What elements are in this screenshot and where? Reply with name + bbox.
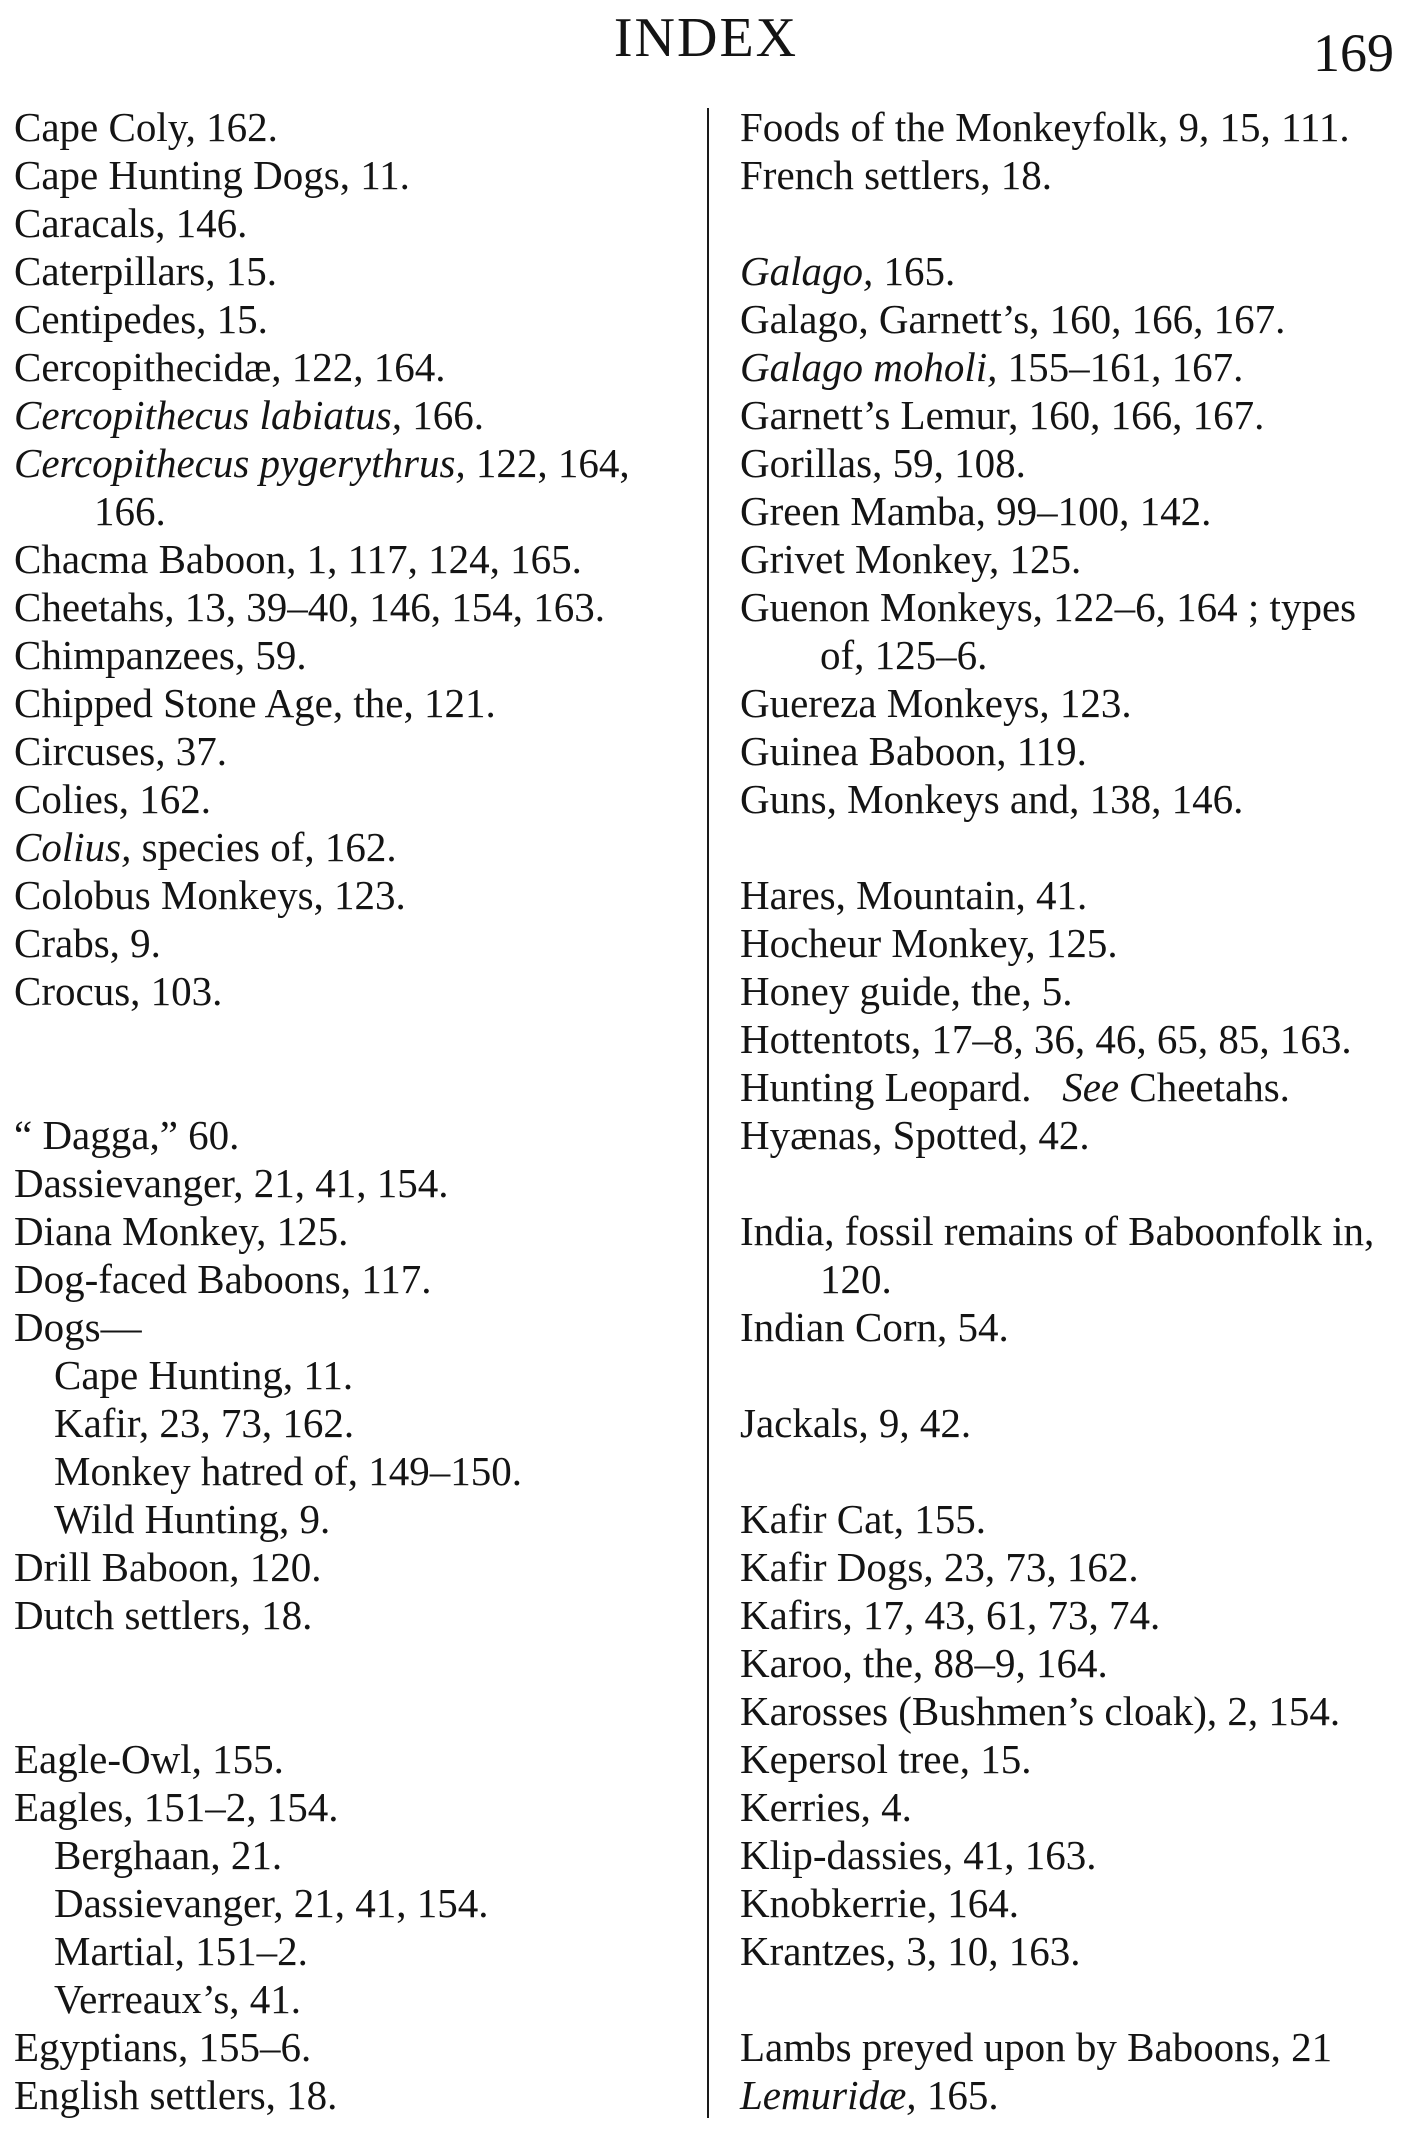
index-entry: Guenon Monkeys, 122–6, 164 ; types of, 125–6. [740, 584, 1357, 678]
index-subentry: Monkey hatred of, 149–150. [54, 1448, 522, 1494]
index-subentry: Cape Hunting, 11. [54, 1352, 354, 1398]
running-title: INDEX [613, 7, 799, 69]
index-subentry: Berghaan, 21. [54, 1832, 283, 1878]
section-gap [740, 1351, 1402, 1399]
entry-pages: 155–161, 167. [997, 344, 1244, 390]
index-entry: Green Mamba, 99–100, 142. [740, 488, 1212, 534]
entry-pages: species of, 162. [131, 824, 397, 870]
index-entry: Eagle-Owl, 155. [14, 1736, 284, 1782]
index-entry: Karoo, the, 88–9, 164. [740, 1640, 1108, 1686]
index-entry: Drill Baboon, 120. [14, 1544, 322, 1590]
index-entry: “ Dagga,” 60. [14, 1112, 240, 1158]
index-entry: Caterpillars, 15. [14, 248, 278, 294]
index-entry: Lambs preyed upon by Baboons, 21 [740, 2024, 1333, 2070]
index-entry: Circuses, 37. [14, 728, 227, 774]
index-column-left [14, 103, 694, 2119]
index-entry: Indian Corn, 54. [740, 1304, 1009, 1350]
index-entry: Dogs— [14, 1304, 142, 1350]
entry-pages: 165. [916, 2072, 999, 2118]
section-gap [14, 1015, 694, 1111]
index-entry: Hares, Mountain, 41. [740, 872, 1088, 918]
index-entry: Garnett’s Lemur, 160, 166, 167. [740, 392, 1265, 438]
index-subentry: Dassievanger, 21, 41, 154. [54, 1880, 489, 1926]
index-entry: Chipped Stone Age, the, 121. [14, 680, 496, 726]
index-entry: Caracals, 146. [14, 200, 248, 246]
index-entry: Jackals, 9, 42. [740, 1400, 972, 1446]
index-entry: Honey guide, the, 5. [740, 968, 1073, 1014]
page-number: 169 [1313, 23, 1394, 83]
index-entry: Foods of the Monkeyfolk, 9, 15, 111. [740, 104, 1350, 150]
index-entry [740, 2071, 1402, 2119]
index-entry: Crabs, 9. [14, 920, 161, 966]
section-gap [740, 199, 1402, 247]
index-entry: Karosses (Bushmen’s cloak), 2, 154. [740, 1688, 1341, 1734]
index-entry [740, 343, 1402, 391]
index-entry: Cape Hunting Dogs, 11. [14, 152, 410, 198]
index-entry: Colies, 162. [14, 776, 212, 822]
index-entry: Kafir Cat, 155. [740, 1496, 986, 1542]
index-entry: India, fossil remains of Baboonfolk in, 120. [740, 1208, 1375, 1302]
index-entry: Gorillas, 59, 108. [740, 440, 1026, 486]
index-entry [14, 391, 694, 439]
italic-term: Lemuridæ, [740, 2072, 917, 2118]
index-entry: Klip-dassies, 41, 163. [740, 1832, 1097, 1878]
index-subentry: Wild Hunting, 9. [54, 1496, 331, 1542]
italic-term: Cercopithecus pygerythrus, [14, 440, 466, 486]
index-entry: Cape Coly, 162. [14, 104, 278, 150]
see-reference: See [1062, 1064, 1120, 1110]
italic-term: Cercopithecus labiatus, [14, 392, 402, 438]
index-entry: Krantzes, 3, 10, 163. [740, 1928, 1081, 1974]
index-entry: Hyænas, Spotted, 42. [740, 1112, 1090, 1158]
index-entry: Knobkerrie, 164. [740, 1880, 1019, 1926]
index-entry: Kafirs, 17, 43, 61, 73, 74. [740, 1592, 1161, 1638]
cross-reference-target: Cheetahs. [1119, 1064, 1290, 1110]
index-subentry: Kafir, 23, 73, 162. [54, 1400, 355, 1446]
index-entry: Dassievanger, 21, 41, 154. [14, 1160, 449, 1206]
index-entry: Guinea Baboon, 119. [740, 728, 1087, 774]
index-entry: Chacma Baboon, 1, 117, 124, 165. [14, 536, 582, 582]
index-entry: Colobus Monkeys, 123. [14, 872, 406, 918]
entry-term: Hunting Leopard. [740, 1064, 1032, 1110]
index-entry: Dog-faced Baboons, 117. [14, 1256, 432, 1302]
index-entry [740, 247, 1402, 295]
index-entry: Kerries, 4. [740, 1784, 912, 1830]
index-entry: Guereza Monkeys, 123. [740, 680, 1132, 726]
index-entry: Dutch settlers, 18. [14, 1592, 313, 1638]
index-entry: Cercopithecidæ, 122, 164. [14, 344, 446, 390]
italic-term: Galago moholi, [740, 344, 998, 390]
index-entry: Centipedes, 15. [14, 296, 268, 342]
index-column-right [740, 103, 1402, 2119]
index-entry: Diana Monkey, 125. [14, 1208, 349, 1254]
index-entry: Kafir Dogs, 23, 73, 162. [740, 1544, 1139, 1590]
index-entry [740, 1063, 1402, 1111]
index-subentry: Martial, 151–2. [54, 1928, 308, 1974]
section-gap [740, 1159, 1402, 1207]
index-entry: Kepersol tree, 15. [740, 1736, 1032, 1782]
entry-pages: 165. [873, 248, 956, 294]
index-entry: Cheetahs, 13, 39–40, 146, 154, 163. [14, 584, 606, 630]
index-entry [14, 823, 694, 871]
index-entry: Hottentots, 17–8, 36, 46, 65, 85, 163. [740, 1016, 1352, 1062]
section-gap [740, 823, 1402, 871]
index-entry: Chimpanzees, 59. [14, 632, 307, 678]
italic-term: Galago, [740, 248, 874, 294]
index-entry: Galago, Garnett’s, 160, 166, 167. [740, 296, 1286, 342]
section-gap [14, 1639, 694, 1735]
index-entry: Eagles, 151–2, 154. [14, 1784, 339, 1830]
index-subentry: Verreaux’s, 41. [54, 1976, 302, 2022]
index-entry: French settlers, 18. [740, 152, 1052, 198]
index-entry: English settlers, 18. [14, 2072, 338, 2118]
entry-pages: 122, 164, 166. [94, 440, 630, 534]
index-entry: Crocus, 103. [14, 968, 223, 1014]
entry-pages: 166. [401, 392, 484, 438]
index-entry [14, 439, 694, 535]
index-entry: Grivet Monkey, 125. [740, 536, 1082, 582]
index-entry: Guns, Monkeys and, 138, 146. [740, 776, 1244, 822]
italic-term: Colius, [14, 824, 132, 870]
page-header [0, 0, 1412, 100]
column-divider [707, 108, 709, 2118]
section-gap [740, 1447, 1402, 1495]
index-entry: Hocheur Monkey, 125. [740, 920, 1118, 966]
section-gap [740, 1975, 1402, 2023]
index-entry: Egyptians, 155–6. [14, 2024, 312, 2070]
